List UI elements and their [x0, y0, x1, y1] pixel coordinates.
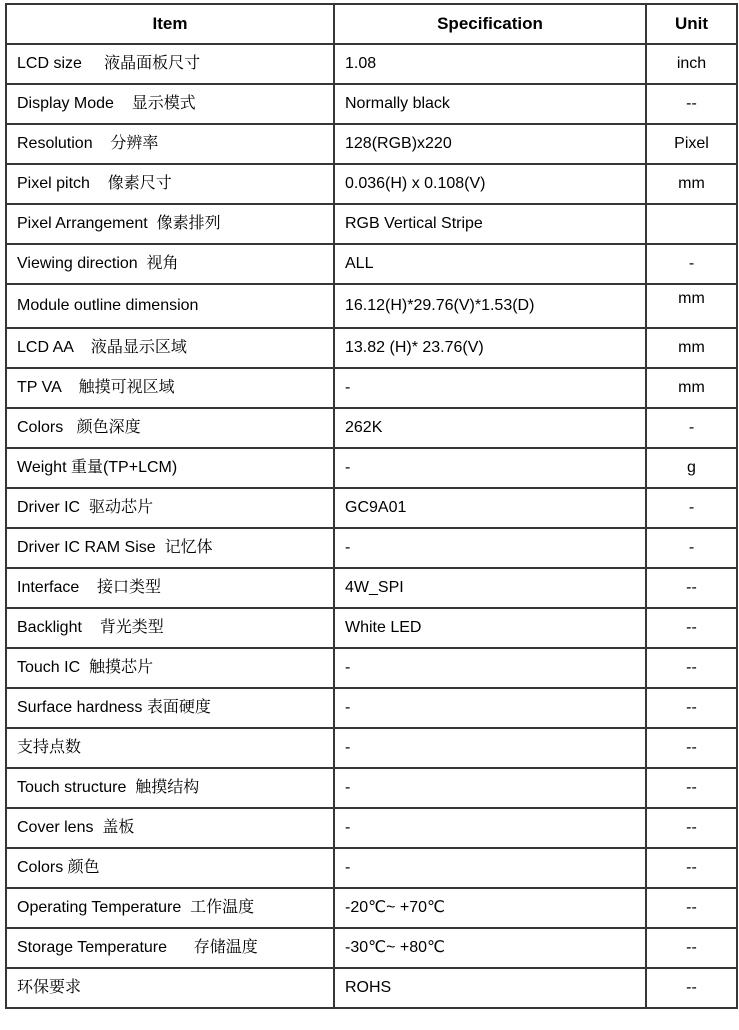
col-header-unit: Unit — [646, 4, 737, 44]
table-row — [6, 84, 737, 124]
item-cell: Driver IC 驱动芯片 — [6, 488, 334, 528]
table-row — [6, 888, 737, 928]
table-row — [6, 648, 737, 688]
unit-cell: g — [646, 448, 737, 488]
item-cell: LCD AA 液晶显示区域 — [6, 328, 334, 368]
unit-cell: -- — [646, 728, 737, 768]
spec-cell: GC9A01 — [334, 488, 646, 528]
table-row — [6, 968, 737, 1008]
unit-cell: -- — [646, 968, 737, 1008]
spec-table — [5, 3, 738, 1009]
spec-cell: - — [334, 368, 646, 408]
item-cell: TP VA 触摸可视区域 — [6, 368, 334, 408]
spec-cell: ROHS — [334, 968, 646, 1008]
spec-cell: 128(RGB)x220 — [334, 124, 646, 164]
spec-cell: - — [334, 648, 646, 688]
unit-cell: -- — [646, 848, 737, 888]
item-cell: Display Mode 显示模式 — [6, 84, 334, 124]
spec-cell: 1.08 — [334, 44, 646, 84]
item-cell: Operating Temperature 工作温度 — [6, 888, 334, 928]
spec-cell: RGB Vertical Stripe — [334, 204, 646, 244]
table-row — [6, 768, 737, 808]
table-row — [6, 204, 737, 244]
table-row — [6, 368, 737, 408]
unit-cell: mm — [646, 368, 737, 408]
unit-cell: -- — [646, 888, 737, 928]
table-row — [6, 328, 737, 368]
unit-cell: mm — [646, 164, 737, 204]
item-cell: Colors 颜色深度 — [6, 408, 334, 448]
item-cell: Interface 接口类型 — [6, 568, 334, 608]
item-cell: Touch IC 触摸芯片 — [6, 648, 334, 688]
unit-cell: -- — [646, 568, 737, 608]
unit-cell: -- — [646, 648, 737, 688]
unit-cell: mm — [646, 328, 737, 368]
item-cell: 支持点数 — [6, 728, 334, 768]
unit-cell: -- — [646, 928, 737, 968]
spec-cell: - — [334, 728, 646, 768]
item-cell: Viewing direction 视角 — [6, 244, 334, 284]
unit-cell: -- — [646, 808, 737, 848]
table-row — [6, 848, 737, 888]
table-row — [6, 164, 737, 204]
unit-cell: -- — [646, 608, 737, 648]
spec-cell: Normally black — [334, 84, 646, 124]
spec-cell: White LED — [334, 608, 646, 648]
unit-cell: Pixel — [646, 124, 737, 164]
spec-cell: - — [334, 768, 646, 808]
item-cell: Pixel pitch 像素尺寸 — [6, 164, 334, 204]
item-cell: 环保要求 — [6, 968, 334, 1008]
unit-cell: -- — [646, 768, 737, 808]
unit-cell: - — [646, 408, 737, 448]
unit-cell: - — [646, 528, 737, 568]
unit-cell: - — [646, 488, 737, 528]
spec-cell: 13.82 (H)* 23.76(V) — [334, 328, 646, 368]
unit-cell: - — [646, 244, 737, 284]
spec-cell: 4W_SPI — [334, 568, 646, 608]
table-row — [6, 284, 737, 328]
item-cell: Weight 重量(TP+LCM) — [6, 448, 334, 488]
table-row — [6, 488, 737, 528]
item-cell: Colors 颜色 — [6, 848, 334, 888]
spec-cell: 16.12(H)*29.76(V)*1.53(D) — [334, 284, 646, 328]
table-row — [6, 728, 737, 768]
spec-cell: - — [334, 448, 646, 488]
spec-cell: -30℃~ +80℃ — [334, 928, 646, 968]
spec-cell: -20℃~ +70℃ — [334, 888, 646, 928]
spec-cell: ALL — [334, 244, 646, 284]
unit-cell: mm — [646, 284, 737, 328]
table-row — [6, 608, 737, 648]
item-cell: Pixel Arrangement 像素排列 — [6, 204, 334, 244]
unit-cell: inch — [646, 44, 737, 84]
table-row — [6, 408, 737, 448]
item-cell: Module outline dimension — [6, 284, 334, 328]
table-row — [6, 448, 737, 488]
header-row — [6, 4, 737, 44]
spec-cell: - — [334, 848, 646, 888]
table-row — [6, 688, 737, 728]
table-row — [6, 568, 737, 608]
col-header-specification: Specification — [334, 4, 646, 44]
spec-cell: 0.036(H) x 0.108(V) — [334, 164, 646, 204]
item-cell: Resolution 分辨率 — [6, 124, 334, 164]
item-cell: Driver IC RAM Sise 记忆体 — [6, 528, 334, 568]
spec-cell: - — [334, 528, 646, 568]
unit-cell — [646, 204, 737, 244]
table-row — [6, 928, 737, 968]
item-cell: Backlight 背光类型 — [6, 608, 334, 648]
table-row — [6, 244, 737, 284]
spec-cell: - — [334, 688, 646, 728]
table-row — [6, 124, 737, 164]
spec-cell: - — [334, 808, 646, 848]
table-row — [6, 528, 737, 568]
item-cell: Cover lens 盖板 — [6, 808, 334, 848]
item-cell: Storage Temperature 存储温度 — [6, 928, 334, 968]
item-cell: Touch structure 触摸结构 — [6, 768, 334, 808]
spec-cell: 262K — [334, 408, 646, 448]
unit-cell: -- — [646, 84, 737, 124]
table-row — [6, 44, 737, 84]
item-cell: Surface hardness 表面硬度 — [6, 688, 334, 728]
col-header-item: Item — [6, 4, 334, 44]
table-row — [6, 808, 737, 848]
item-cell: LCD size 液晶面板尺寸 — [6, 44, 334, 84]
unit-cell: -- — [646, 688, 737, 728]
